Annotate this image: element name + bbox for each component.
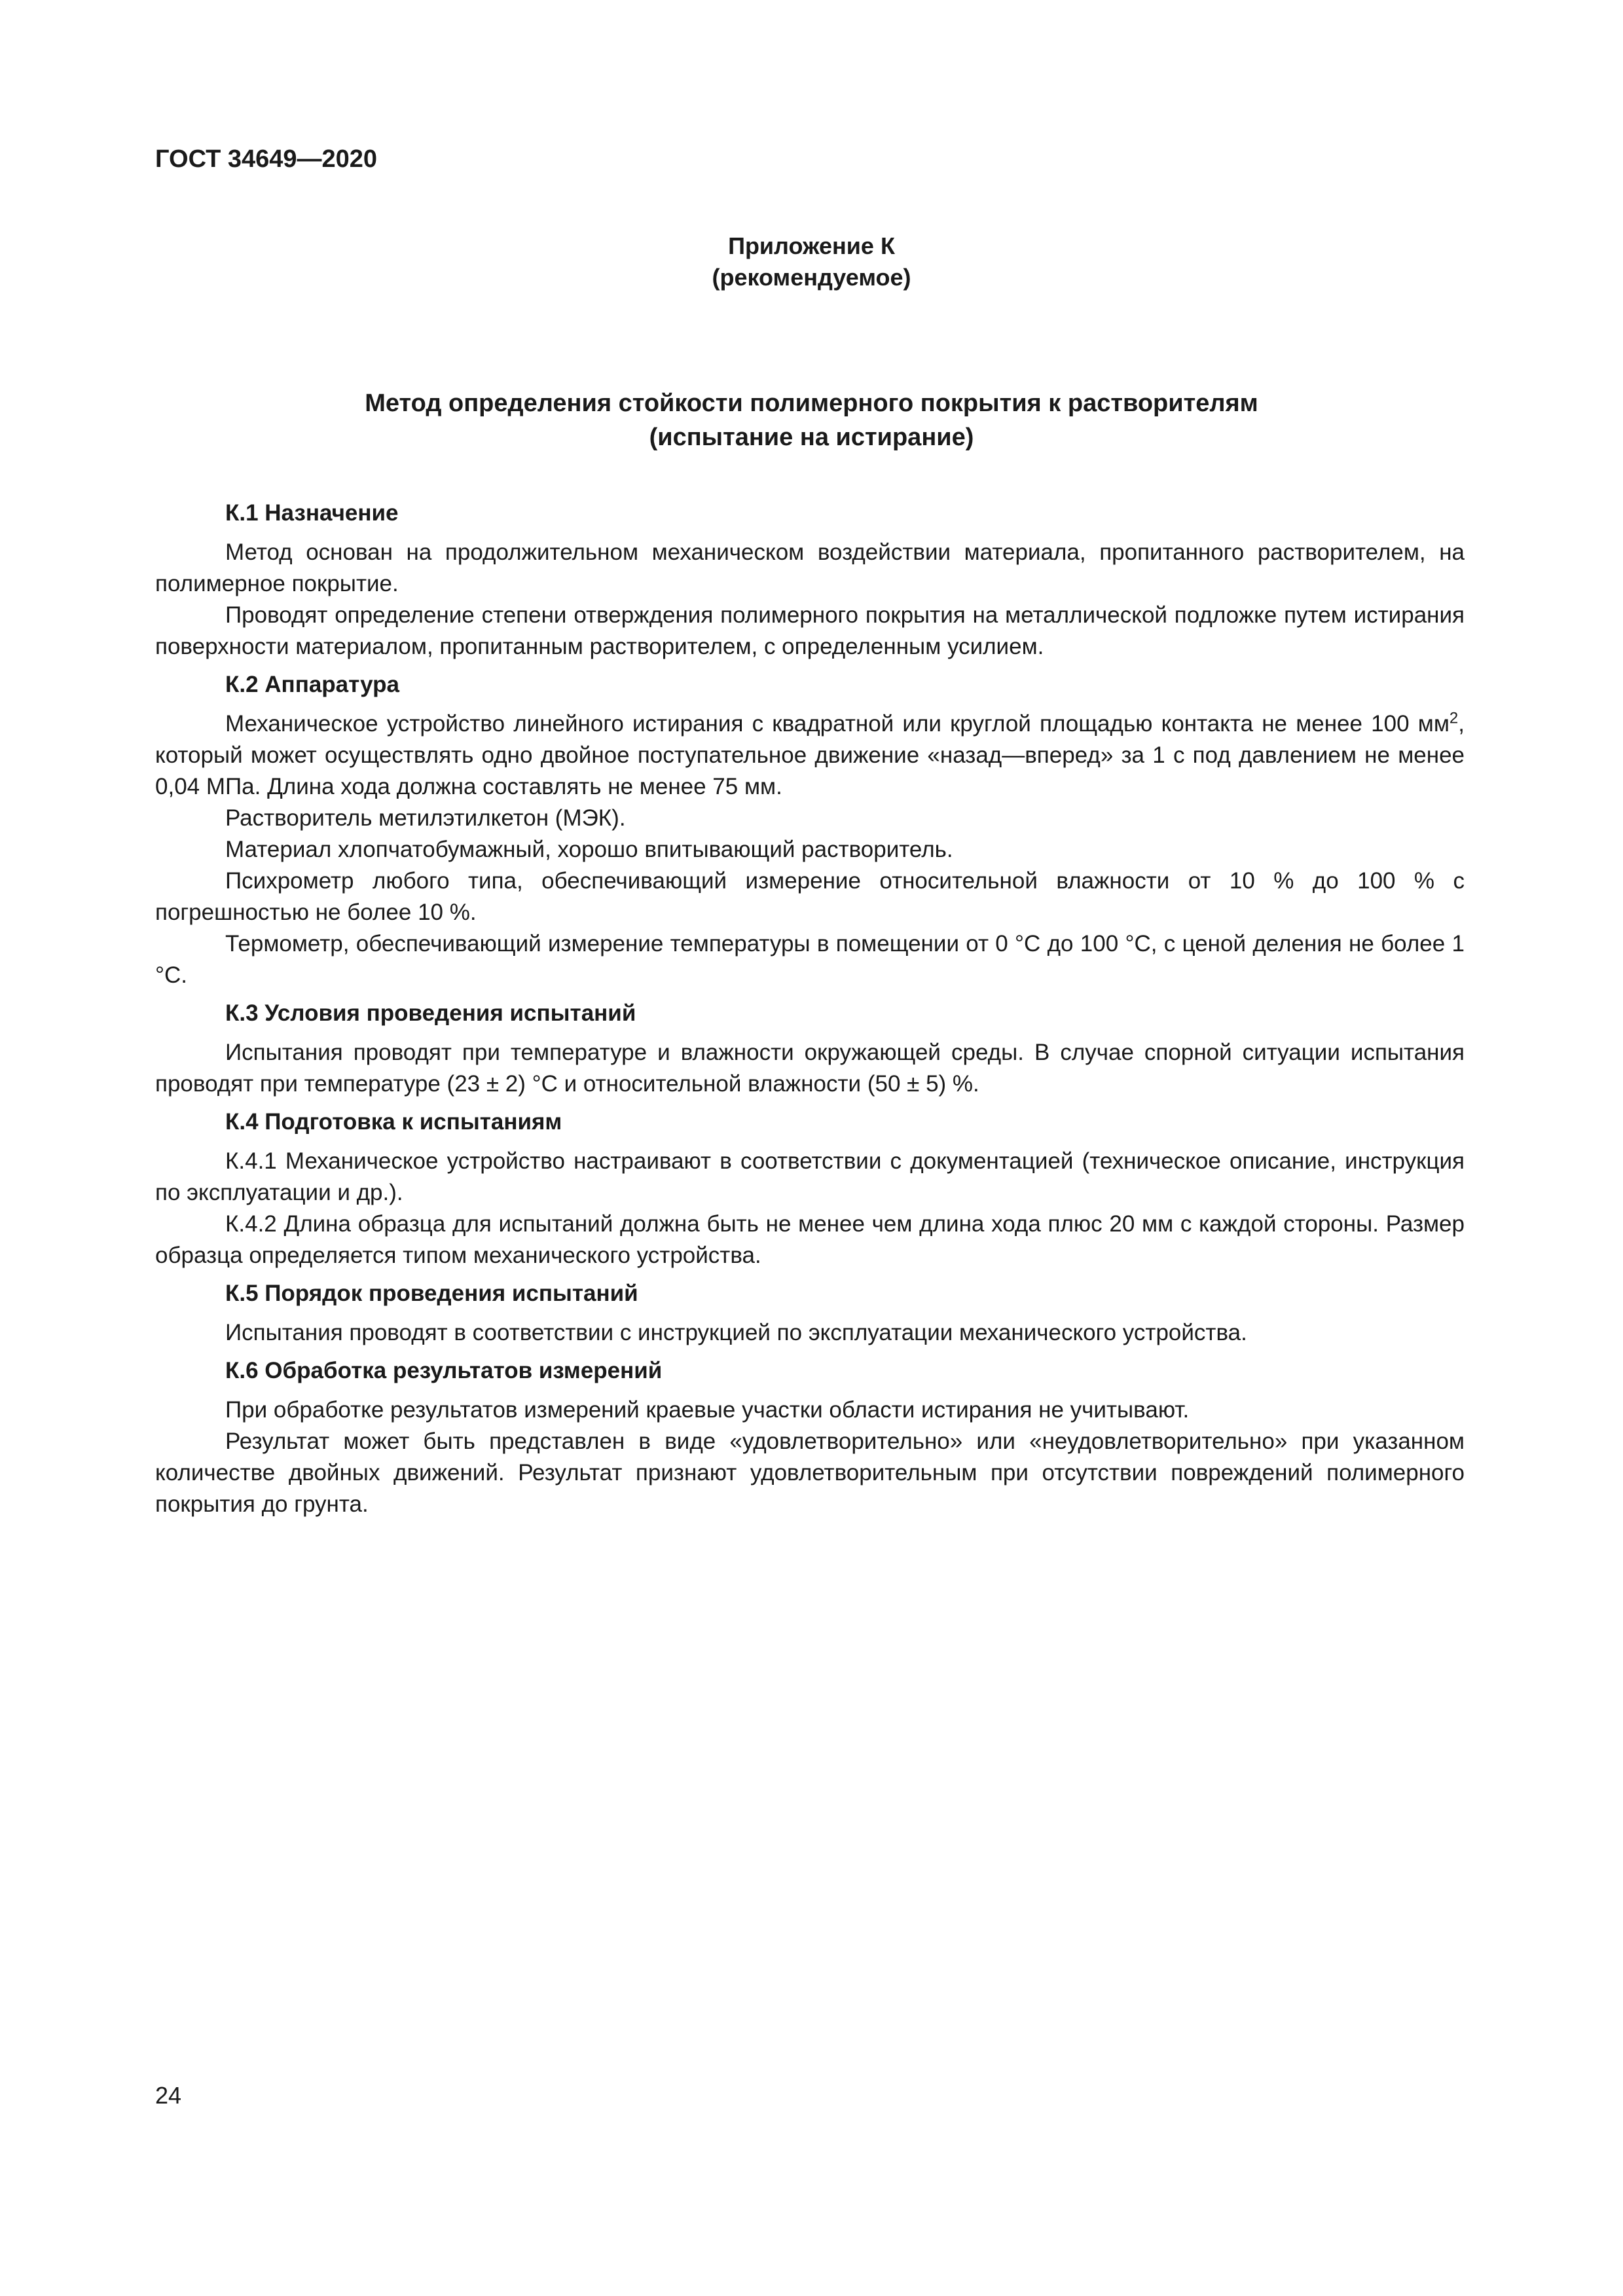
page-number: 24 [155,2082,182,2109]
paragraph: Материал хлопчатобумажный, хорошо впитывающий растворитель. [225,837,953,862]
superscript: 2 [1449,709,1459,727]
document-title-line-1: Метод определения стойкости полимерного покрытия к растворителям [365,390,1258,417]
paragraph: Проводят определение степени отверждения полимерного покрытия на металлической подложке путем истирания поверхности материалом, пропитанным растворителем, с определенным усилием. [155,602,1465,659]
paragraph: Растворитель метилэтилкетон (МЭК). [225,805,626,831]
section-heading-k2: К.2 Аппаратура [225,672,400,697]
section-heading-k5: К.5 Порядок проведения испытаний [225,1281,638,1306]
appendix-status: (рекомендуемое) [712,264,911,291]
paragraph: Психрометр любого типа, обеспечивающий измерение относительной влажности от 10 % до 100 % с погрешностью не более 10 %. [155,868,1465,925]
standard-code: ГОСТ 34649—2020 [155,145,378,173]
section-heading-k1: К.1 Назначение [225,500,399,526]
text-run: , который может осуществлять одно двойное поступательное движение «назад—вперед» за 1 с под давлением не менее 0,04 МПа. Длина хода должна составлять не менее 75 мм. [155,711,1465,799]
paragraph: Результат может быть представлен в виде «удовлетворительно» или «неудовлетворительно» при указанном количестве двойных движений. Результат признают удовлетворительным при отсутствии повреждений полимерного покрытия до грунта. [155,1429,1465,1517]
appendix-label: Приложение К [728,232,895,259]
text-run: Механическое устройство линейного истирания с квадратной или круглой площадью контакта не менее 100 мм [225,711,1450,737]
paragraph-apparatus [155,708,1465,803]
paragraph: При обработке результатов измерений краевые участки области истирания не учитывают. [225,1397,1190,1423]
paragraph: Метод основан на продолжительном механическом воздействии материала, пропитанного растворителем, на полимерное покрытие. [155,539,1465,596]
section-heading-k3: К.3 Условия проведения испытаний [225,1000,636,1026]
document-body [155,498,1465,1520]
paragraph: Испытания проводят при температуре и влажности окружающей среды. В случае спорной ситуации испытания проводят при температуре (23 ± 2) °С и относительной влажности (50 ± 5) %. [155,1040,1465,1097]
paragraph: Испытания проводят в соответствии с инструкцией по эксплуатации механического устройства. [225,1320,1247,1345]
paragraph: К.4.2 Длина образца для испытаний должна быть не менее чем длина хода плюс 20 мм с каждой стороны. Размер образца определяется типом механического устройства. [155,1211,1465,1268]
paragraph: Термометр, обеспечивающий измерение температуры в помещении от 0 °С до 100 °С, с ценой деления не более 1 °С. [155,931,1465,988]
document-title-line-2: (испытание на истирание) [649,424,974,451]
section-heading-k4: К.4 Подготовка к испытаниям [225,1109,562,1135]
document-title [0,386,1623,454]
section-heading-k6: К.6 Обработка результатов измерений [225,1358,663,1383]
paragraph: К.4.1 Механическое устройство настраивают в соответствии с документацией (техническое описание, инструкция по эксплуатации и др.). [155,1148,1465,1205]
